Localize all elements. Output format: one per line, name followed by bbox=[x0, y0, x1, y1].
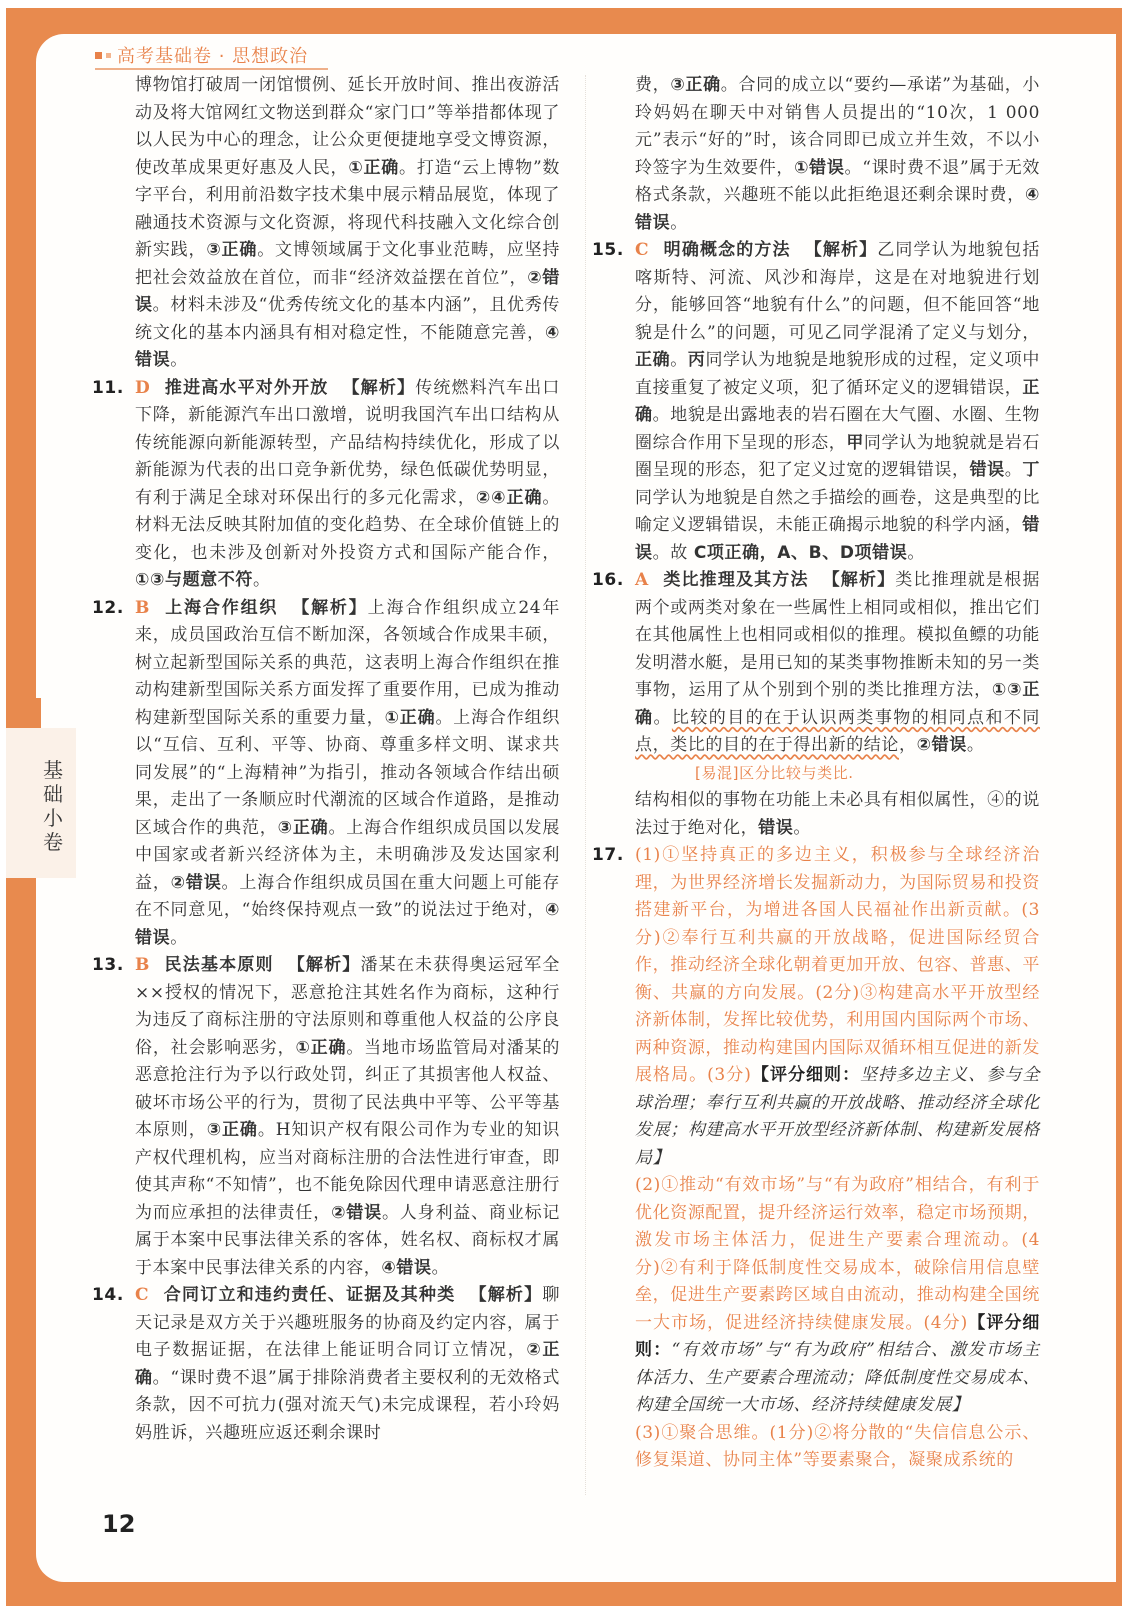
answer-item-13: 13. B 民法基本原则 【解析】潘某在未获得奥运冠军全××授权的情况下，恶意抢注其姓名作为商标，这种行为违反了商标注册的守法原则和尊重他人权益的公序良俗，社会影响恶劣，①正确。当地市场监管局对潘某的恶意抢注行为予以行政处罚，纠正了其损害他人权益、破坏市场公平的行为，贯彻了民法典中平等、公平等基本原则，③正确。H知识产权有限公司作为专业的知识产权代理机构，应当对商标注册的合法性进行审查，即使其声称“不知情”，也不能免除因代理申请恶意注册行为而应承担的法律责任，②错误。人身利益、商业标记属于本案中民事法律关系的客体，姓名权、商标权才属于本案中民事法律关系的内容，④错误。 bbox=[100, 952, 560, 1282]
side-tab bbox=[6, 728, 76, 878]
item-number: 17. bbox=[592, 845, 624, 865]
item-number: 12. bbox=[92, 597, 124, 618]
answer-item-12: 12. B 上海合作组织 【解析】上海合作组织成立24年来，成员国政治互信不断加深，各领域合作成果丰硕，树立起新型国际关系的典范，这表明上海合作组织在推动构建新型国际关系方面发挥了重要作用，已成为推动构建新型国际关系的重要力量，①正确。上海合作组织以“互信、互利、平等、协商、尊重多样文明、谋求共同发展”的“上海精神”为指引，推动各领域合作结出硕果，走出了一条顺应时代潮流的区域合作道路，是推动区域合作的典范，③正确。上海合作组织成员国以发展中国家或者新兴经济体为主，未明确涉及发达国家利益，②错误。上海合作组织成员国在重大问题上可能存在不同意见，“始终保持观点一致”的说法过于绝对，④错误。 bbox=[100, 595, 560, 953]
header-title: 高考基础卷 · 思想政治 bbox=[117, 46, 309, 67]
topic: 民法基本原则 bbox=[163, 955, 274, 975]
answer-letter: A bbox=[635, 570, 649, 590]
q10-continuation: 博物馆打破周一闭馆惯例、延长开放时间、推出夜游活动及将大馆网红文物送到群众“家门口”等举措都体现了以人民为中心的理念，让公众更便捷地享受文博资源，使改革成果更好惠及人民，①正确。打造“云上博物”数字平台，利用前沿数字技术集中展示精品展览，体现了融通技术资源与文化资源，将现代科技融入文化综合创新实践，③正确。文博领域属于文化事业范畴，应坚持把社会效益放在首位，而非“经济效益摆在首位”，②错误。材料未涉及“优秀传统文化的基本内涵”，且优秀传统文化的基本内涵具有相对稳定性，不能随意完善，④错误。 bbox=[135, 75, 561, 370]
answer-item-17: 17. (1)①坚持真正的多边主义，积极参与全球经济治理，为世界经济增长发掘新动力，为国际贸易和投资搭建新平台，为增进各国人民福祉作出新贡献。(3分)②奉行互利共赢的开放战略，促进国际经贸合作，推动经济全球化朝着更加开放、包容、普惠、平衡、共赢的方向发展。(2分)③构建高水平开放型经济新体制，发挥比较优势，利用国内国际两个市场、两种资源，推动构建国内国际双循环相互促进的新发展格局。(3分)【评分细则：坚持多边主义、参与全球治理；奉行互利共赢的开放战略、推动经济全球化发展；构建高水平开放型经济新体制、构建新发展格局】 bbox=[600, 842, 1040, 1172]
right-column bbox=[592, 72, 1041, 1475]
answer-item-11: 11. D 推进高水平对外开放 【解析】传统燃料汽车出口下降，新能源汽车出口激增，说明我国汽车出口结构从传统能源向新能源转型，产品结构持续优化，形成了以新能源为代表的出口竞争新优势，绿色低碳优势明显，有利于满足全球对环保出行的多元化需求，②④正确。材料无法反映其附加值的变化趋势、在全球价值链上的变化，也未涉及创新对外投资方式和国际产能合作，①③与题意不符。 bbox=[100, 375, 560, 595]
topic: 类比推理及其方法 bbox=[662, 570, 809, 590]
answer-item-16: 16. A 类比推理及其方法 【解析】类比推理就是根据两个或两类对象在一些属性上相同或相似，推出它们在其他属性上也相同或相似的推理。模拟鱼鳔的功能发明潜水艇，是用已知的某类事物推断未知的另一类事物，运用了从个别到个别的类比推理方法，①③正确。比较的目的在于认识两类事物的相同点和不同点，类比的目的在于得出新的结论，②错误。 bbox=[600, 567, 1040, 760]
page-number: 12 bbox=[102, 1510, 136, 1538]
item-number: 16. bbox=[592, 570, 624, 590]
answer-item-14: 14. C 合同订立和违约责任、证据及其种类 【解析】聊天记录是双方关于兴趣班服务的协商及约定内容，属于电子数据证据，在法律上能证明合同订立情况，②正确。“课时费不退”属于排除消费者主要权利的无效格式条款，因不可抗力(强对流天气)未完成课程，若小玲妈妈胜诉，兴趣班应返还剩余课时 bbox=[100, 1282, 560, 1447]
answer-letter: B bbox=[135, 597, 150, 618]
column-divider bbox=[585, 75, 586, 1495]
answer-letter: D bbox=[135, 377, 151, 398]
answer-letter: C bbox=[135, 1285, 150, 1305]
answer-item-15: 15. C 明确概念的方法 【解析】乙同学认为地貌包括喀斯特、河流、风沙和海岸，这是在对地貌进行划分，能够回答“地貌有什么”的问题，但不能回答“地貌是什么”的问题，可见乙同学混淆了定义与划分，正确。丙同学认为地貌是地貌形成的过程，定义项中直接重复了被定义项，犯了循环定义的逻辑错误，正确。地貌是出露地表的岩石圈在大气圈、水圈、生物圈综合作用下呈现的形态，甲同学认为地貌就是岩石圈呈现的形态，犯了定义过宽的逻辑错误，错误。丁同学认为地貌是自然之手描绘的画卷，这是典型的比喻定义逻辑错误，未能正确揭示地貌的科学内涵，错误。故 C项正确，A、B、D项错误。 bbox=[600, 237, 1040, 567]
topic: 明确概念的方法 bbox=[663, 240, 791, 260]
side-tab-accent bbox=[6, 698, 41, 728]
item-number: 14. bbox=[92, 1285, 124, 1305]
left-column bbox=[92, 72, 561, 1447]
topic: 推进高水平对外开放 bbox=[164, 377, 329, 398]
running-header bbox=[95, 42, 328, 70]
header-square-icon bbox=[95, 52, 102, 59]
q14-continuation: 费，③正确。合同的成立以“要约—承诺”为基础，小玲妈妈在聊天中对销售人员提出的“10次，1 000元”表示“好的”时，该合同即已成立并生效，不以小玲签字为生效要件，①错误。“课时费不退”属于无效格式条款，兴趣班不能以此拒绝退还剩余课时费，④错误。 bbox=[635, 75, 1040, 233]
q17-part2: (2)①推动“有效市场”与“有为政府”相结合，有利于优化资源配置，提升经济运行效率，稳定市场预期，激发市场主体活力，促进生产要素合理流动。(4分)②有利于降低制度性交易成本，破除信用信息壁垒，促进生产要素跨区域自由流动，推动构建全国统一大市场，促进经济持续健康发展。(4分)【评分细则：“有效市场”与“有为政府”相结合、激发市场主体活力、生产要素合理流动；降低制度性交易成本、构建全国统一大市场、经济持续健康发展】 bbox=[635, 1175, 1040, 1415]
item-number: 11. bbox=[92, 377, 124, 398]
item-number: 13. bbox=[92, 955, 124, 975]
topic: 合同订立和违约责任、证据及其种类 bbox=[163, 1285, 456, 1305]
q17-part3: (3)①聚合思维。(1分)②将分散的“失信信息公示、修复渠道、协同主体”等要素聚合，凝聚成系统的 bbox=[635, 1422, 1040, 1470]
side-tab-label: 基础小卷 bbox=[43, 758, 63, 854]
item-number: 15. bbox=[592, 240, 624, 260]
topic: 上海合作组织 bbox=[163, 597, 279, 618]
q16-continuation: 结构相似的事物在功能上未必具有相似属性，④的说法过于绝对化，错误。 bbox=[635, 790, 1040, 838]
answer-letter: C bbox=[635, 240, 650, 260]
confusion-note: [易混]区分比较与类比. bbox=[695, 763, 854, 782]
header-square-small-icon bbox=[106, 53, 111, 58]
answer-letter: B bbox=[135, 955, 150, 975]
wavy-underline-text: 比较的目的在于认识两类事物的相同点和不同点，类比的目的在于得出新的结论 bbox=[635, 707, 1040, 755]
